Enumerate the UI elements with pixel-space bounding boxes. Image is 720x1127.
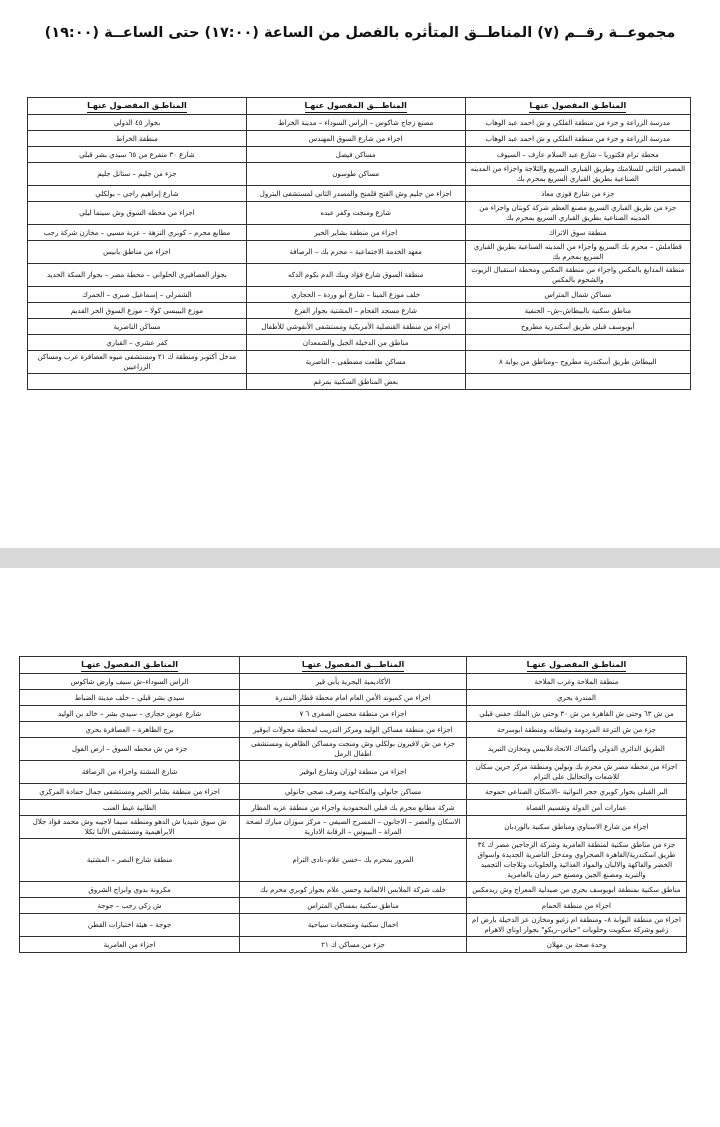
table-cell: الطابية غيط العنب: [20, 800, 240, 816]
table-cell: جزء من مناطق سكنية لمنطقة العامرية وشركة الزجاجين مصر ك ٣٤ طريق اسكندرية/القاهرة الصحراوي ومدخل الناصرية الجديدة واسواق الخضر والفاكهة والالبان والمواد الغذائية والحلويات وثلاجات التجميد والتبريد ومصنع الجين ومصنع خير زمان بالعامرية: [466, 839, 686, 882]
table-row: [20, 882, 687, 898]
column-header: المناطـــق المفصول عنهـا: [246, 98, 465, 115]
table-row: [20, 706, 687, 722]
table-cell: الأكاديمية البحرية بأبي قير: [240, 674, 467, 690]
areas-table-page-two: [19, 656, 687, 953]
table-cell: جوجة – هيئة اختبارات القطن: [20, 914, 240, 937]
table-row: [20, 674, 687, 690]
table-cell: اجزاء من منطقة مساكن الوليد ومركز التدريب لمحطة محولات ابوقير: [240, 722, 467, 738]
table-cell: اجزاء من شارع الاسناوي ومناطق سكنية بالوردبان: [466, 816, 686, 839]
table-cell: منطقة المدابغ بالمكس واجزاء من منطقة المكس ومحطة استقبال الزيوت والشحوم بالمكس: [465, 264, 690, 287]
table-cell: منطقة السوق شارع فؤاد وبنك الدم بكوم الدكه: [246, 264, 465, 287]
table-cell: [465, 374, 690, 390]
table-cell: ش زكي رجب – جوجة: [20, 898, 240, 914]
table-row: [20, 800, 687, 816]
table-cell: مساكن الناصرية: [28, 319, 247, 335]
page-one: [0, 0, 720, 548]
table-cell: الطريق الدائري الدولي وأكشاك الاتحادعلاببس ومخازن التبريد: [466, 738, 686, 761]
table-row: [28, 186, 691, 202]
table-cell: مناطق سكنية بالبيطاش–ش– الحنفية: [465, 303, 690, 319]
table-cell: مناطق سكنية بمنطقة ابويوسف بحري من صيدلية المعراج وش ريدمكس: [466, 882, 686, 898]
table-header-row: [28, 98, 691, 115]
table-cell: منطقة شارع النصر – المشتية: [20, 839, 240, 882]
table-row: [28, 374, 691, 390]
table-cell: شركة مطابع محرم بك قبلي المحمودية واجزاء من منطقة عزبه المطار: [240, 800, 467, 816]
table-row: [20, 690, 687, 706]
column-header: المناطـق المفصول عنهـا: [465, 98, 690, 115]
table-cell: جزء من مساكن ك ٢١: [240, 937, 467, 953]
table-cell: مدخل أكتوبر ومنطقة ك ٢١ ومستشفى ميوه العصافرة غرب ومساكن الزراعيين: [28, 351, 247, 374]
table-cell: اجزاء من مناطق بابيس: [28, 241, 247, 264]
table-cell: [465, 335, 690, 351]
table-cell: اجزاء من منطقة القنصلية الأمريكية ومستشفى الأنفوشي للأطفال: [246, 319, 465, 335]
table-cell: مدرسة الزراعة و جزء من منطقة الفلكي و ش احمد عبد الوهاب: [465, 131, 690, 147]
table-cell: اجزاء من منطقة لوران وشارع ابوقير: [240, 761, 467, 784]
table-cell: منطقة الخراط: [28, 131, 247, 147]
table-cell: البيطاش طريق أسكندرية مطروح –ومناطق من بوابة ٨: [465, 351, 690, 374]
table-cell: مناطق سكنية بمساكن المتراس: [240, 898, 467, 914]
table-cell: كفر عشري – القباري: [28, 335, 247, 351]
column-header: المناطـق المفصول عنهـا: [20, 657, 240, 674]
table-cell: بجوار العصافيري الحلواني – محطة مصر – بجوار السكة الحديد: [28, 264, 247, 287]
table-cell: منطقة سوق الاتراك: [465, 225, 690, 241]
table-cell: شارع إبراهيم راجي – بولكلي: [28, 186, 247, 202]
table-row: [20, 738, 687, 761]
table-cell: بعض المناطق السكنية بمرغم: [246, 374, 465, 390]
table-row: [28, 319, 691, 335]
table-body: [20, 674, 687, 953]
document-title: مجموعــة رقــم (٧) المناطــق المتأثره بالفصل من الساعة (١٧:٠٠) حتى الساعــة (١٩:٠٠): [44, 25, 676, 41]
table-cell: برج الظاهرة – العصافرة بحري: [20, 722, 240, 738]
table-cell: وحدة صحة بن مهلان: [466, 937, 686, 953]
table-cell: جزء من جليم – ستانل جليم: [28, 163, 247, 186]
table-cell: سيدي بشر قبلي – خلف مدينة الضباط: [20, 690, 240, 706]
table-cell: مكرونة بدوي وابراج الشروق: [20, 882, 240, 898]
table-cell: شارع المشتة واجزاء من الرصافة: [20, 761, 240, 784]
table-cell: بجوار ٤٥ الدولي: [28, 115, 247, 131]
table-cell: خلف موزع المينا – شارع أبو وردة – الحجاري: [246, 287, 465, 303]
table-cell: مدرسة الزراعة و جزء من منطقة الفلكي و ش احمد عبد الوهاب: [465, 115, 690, 131]
table-cell: موزع البيبسي كولا – موزع السوق الحر القديم: [28, 303, 247, 319]
table-cell: المرور بمحرم بك –حسن علام–نادى الترام: [240, 839, 467, 882]
table-row: [28, 287, 691, 303]
table-header-row: [20, 657, 687, 674]
table-row: [28, 241, 691, 264]
table-row: [20, 839, 687, 882]
table-cell: اجزاء من محطه مصر ش محرم بك وبولين ومنطقة مركز جرين سكان للاشعات والتحاليل على الترام: [466, 761, 686, 784]
table-cell: قطاملش – محرم بك السريع واجزاء من المدينه الصناعية بطريق القباري السريع بمحرم بك: [465, 241, 690, 264]
table-row: [28, 303, 691, 319]
table-cell: من ش ٦٣ وحتى ش القاهرة من ش ٣٠ وحتى ش الملك حفني قبلي: [466, 706, 686, 722]
table-cell: جزء من ش الترعة المردومة وغيطانه ومنطقة ابوسرحة: [466, 722, 686, 738]
table-cell: مساكن طوسون: [246, 163, 465, 186]
table-row: [20, 914, 687, 937]
table-row: [20, 937, 687, 953]
table-row: [28, 115, 691, 131]
table-cell: المصدر الثاني للسلامتك وطريق القباري السريع والثلاجة واجزاء من المدينه الصناعية بطريق القباري السريع بمحرم بك: [465, 163, 690, 186]
table-row: [28, 351, 691, 374]
table-cell: جزء من ش محطه السوق – ارض الفول: [20, 738, 240, 761]
table-cell: اجزاء من منطقة بشاير الخير ومستشفى جمال حمادة المركزي: [20, 784, 240, 800]
table-cell: شارع ومنجت وكفر عبده: [246, 202, 465, 225]
table-cell: مناطق من الدخيلة الجبل والشمعدان: [246, 335, 465, 351]
table-row: [28, 335, 691, 351]
page-gap: [0, 548, 720, 568]
table-row: [28, 225, 691, 241]
table-cell: اجزاء من كمبوند الأمن العام امام محطة قطار المندرة: [240, 690, 467, 706]
page-two: [0, 568, 720, 1127]
table-body: [28, 115, 691, 390]
table-row: [28, 147, 691, 163]
table-cell: اجزاء من منطقة محسن الصغرى ٦ ٧: [240, 706, 467, 722]
table-cell: مطابع محرم – كوبري النزهة – عزبة مسيي – مخازن شركة رجب: [28, 225, 247, 241]
table-cell: البر القبلي بجوار كوبري حجر النواتية –الاسكان الصناعي حموجة: [466, 784, 686, 800]
areas-table-page-one: [27, 97, 691, 390]
table-cell: احمال سكنية ومنتجعات سياحية: [240, 914, 467, 937]
table-cell: مساكن شمال المتراس: [465, 287, 690, 303]
table-cell: اجزاء من منطقة البوابة ٨– ومنطقة ام زغيو ومخازن عز الدخيلة بارض ام زغيو وشركة سكويت وحلويات "حياتي–ريكو" بجوار اوناي الاهرام: [466, 914, 686, 937]
table-cell: [28, 374, 247, 390]
table-row: [28, 202, 691, 225]
table-cell: ش سوق شيديا ش الدهو ومنطقه سيما لاجيبه وش محمد فؤاد جلال الابراهيمية ومستشفى الألنا تكلا: [20, 816, 240, 839]
table-cell: شارع ٣٠ متفرع من ٦٥ سيدي بشر قبلي: [28, 147, 247, 163]
table-cell: منطقة الملاحة وغرب الملاحة: [466, 674, 686, 690]
table-cell: اجزاء من جليم وش الفتح قلمنح والمصدر الثاني لمستشفى البترول: [246, 186, 465, 202]
table-cell: مساكن جانولي والمكاحية وصرف صحي جانولي: [240, 784, 467, 800]
table-cell: الراس السوداء–ش سيف وارض شاكوس: [20, 674, 240, 690]
table-cell: أبوبوسف قبلي طريق أسكندرية مطروح: [465, 319, 690, 335]
table-row: [28, 131, 691, 147]
table-cell: اجزاء من محطه السوق وش سينما ليلي: [28, 202, 247, 225]
column-header: المناطـق المفصـول عنهـا: [466, 657, 686, 674]
table-row: [28, 163, 691, 186]
table-cell: جزء من شارع فوزي معاذ: [465, 186, 690, 202]
table-cell: اجزاء من شارع السوق المهندس: [246, 131, 465, 147]
table-cell: جزء من طريق القباري السريع مصنع العظم شركة كوبتان واجزاء من المدينه الصناعية بطريق القباري السريع بمحرم بك: [465, 202, 690, 225]
table-cell: الشمرلي – إسماعيل صبري – الجمرك: [28, 287, 247, 303]
column-header: المناطـــق المفصول عنهـا: [240, 657, 467, 674]
table-cell: خلف شركة الملابس الالمانية وحسن علام بجوار كوبري محرم بك: [240, 882, 467, 898]
table-cell: شارع عوض حجازي – سيدي بشر – خالد بن الوليد: [20, 706, 240, 722]
table-row: [28, 264, 691, 287]
table-cell: معهد الخدمة الاجتماعية – محرم بك – الرصافة: [246, 241, 465, 264]
table-cell: محطة ترام فكتوريا – شارع عبد السلام عارف – السيوف: [465, 147, 690, 163]
table-cell: مصنع زجاج شاكوس – الراس السوداء – مدينة الخراط: [246, 115, 465, 131]
table-cell: المندرة بحري: [466, 690, 686, 706]
table-cell: الاسكان والعصر – الاجانون – المسرح الصيفي – مركز سوزان مبارك لصحة المراة – البيبوس – الرقابة الادارية: [240, 816, 467, 839]
table-cell: اجزاء من منطقة بشاير الخير: [246, 225, 465, 241]
table-row: [20, 816, 687, 839]
table-row: [20, 898, 687, 914]
table-cell: مساكن فيصل: [246, 147, 465, 163]
table-cell: اجزاء من العامرية: [20, 937, 240, 953]
table-cell: عمارات أمن الدولة وتقسيم القضاة: [466, 800, 686, 816]
table-cell: اجزاء من منطقة الحمام: [466, 898, 686, 914]
table-row: [20, 761, 687, 784]
table-cell: جزء من ش لافيرون بولكلي وش ومنجت ومساكن الظاهرية ومستشفى اطفال الرمل: [240, 738, 467, 761]
table-row: [20, 784, 687, 800]
table-cell: مساكن طلعت مصطفى – الناصرية: [246, 351, 465, 374]
table-row: [20, 722, 687, 738]
table-cell: شارع مسجد القحام – المشتية بجوار الفرع: [246, 303, 465, 319]
column-header: المناطـق المفصـول عنهـا: [28, 98, 247, 115]
